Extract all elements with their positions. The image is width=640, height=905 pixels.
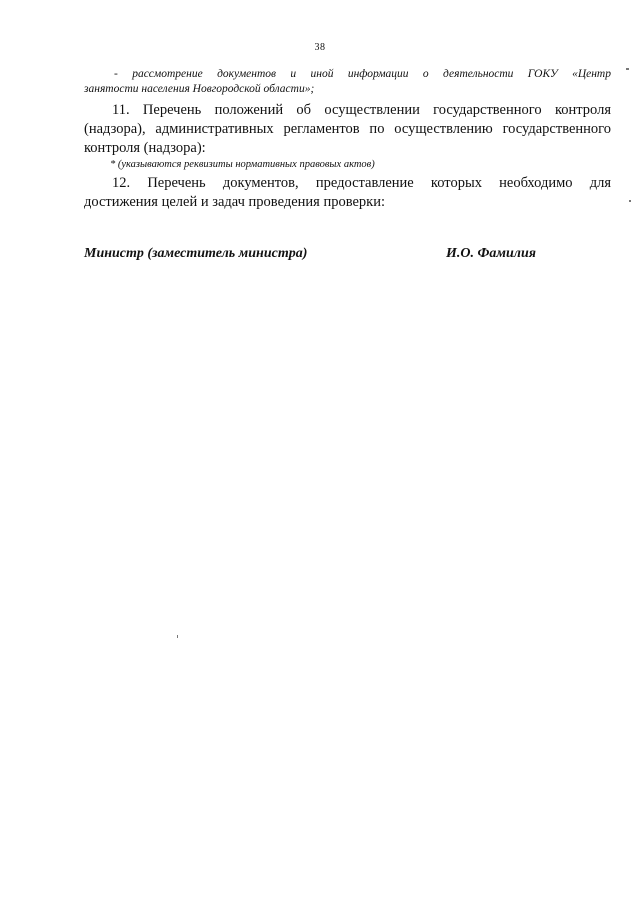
bullet-line-1: - рассмотрение документов и иной информации о деятельности ГОКУ «Центр [114,68,611,80]
item12-line-1: 12. Перечень документов, предоставление которых необходимо для [112,175,611,191]
signature-name: И.О. Фамилия [446,246,536,261]
scan-speck [626,68,629,70]
item11-line-1: 11. Перечень положений об осуществлении государственного контроля [112,102,611,118]
bullet-review-documents [84,67,611,97]
scan-speck [629,200,631,202]
item11-line-2: (надзора), административных регламентов по осуществлению государственного [84,121,611,137]
item11-line-3: контроля (надзора): [84,140,206,156]
bullet-line-2: занятости населения Новгородской области»; [84,83,315,95]
scan-speck [177,635,178,638]
page-number: 38 [314,42,326,53]
signature-position: Министр (заместитель министра) [84,246,308,261]
footnote-normative-acts: * (указываются реквизиты нормативных правовых актов) [110,159,375,170]
item12-line-2: достижения целей и задач проведения проверки: [84,194,385,210]
paragraph-item-12 [84,174,611,212]
paragraph-item-11 [84,101,611,158]
